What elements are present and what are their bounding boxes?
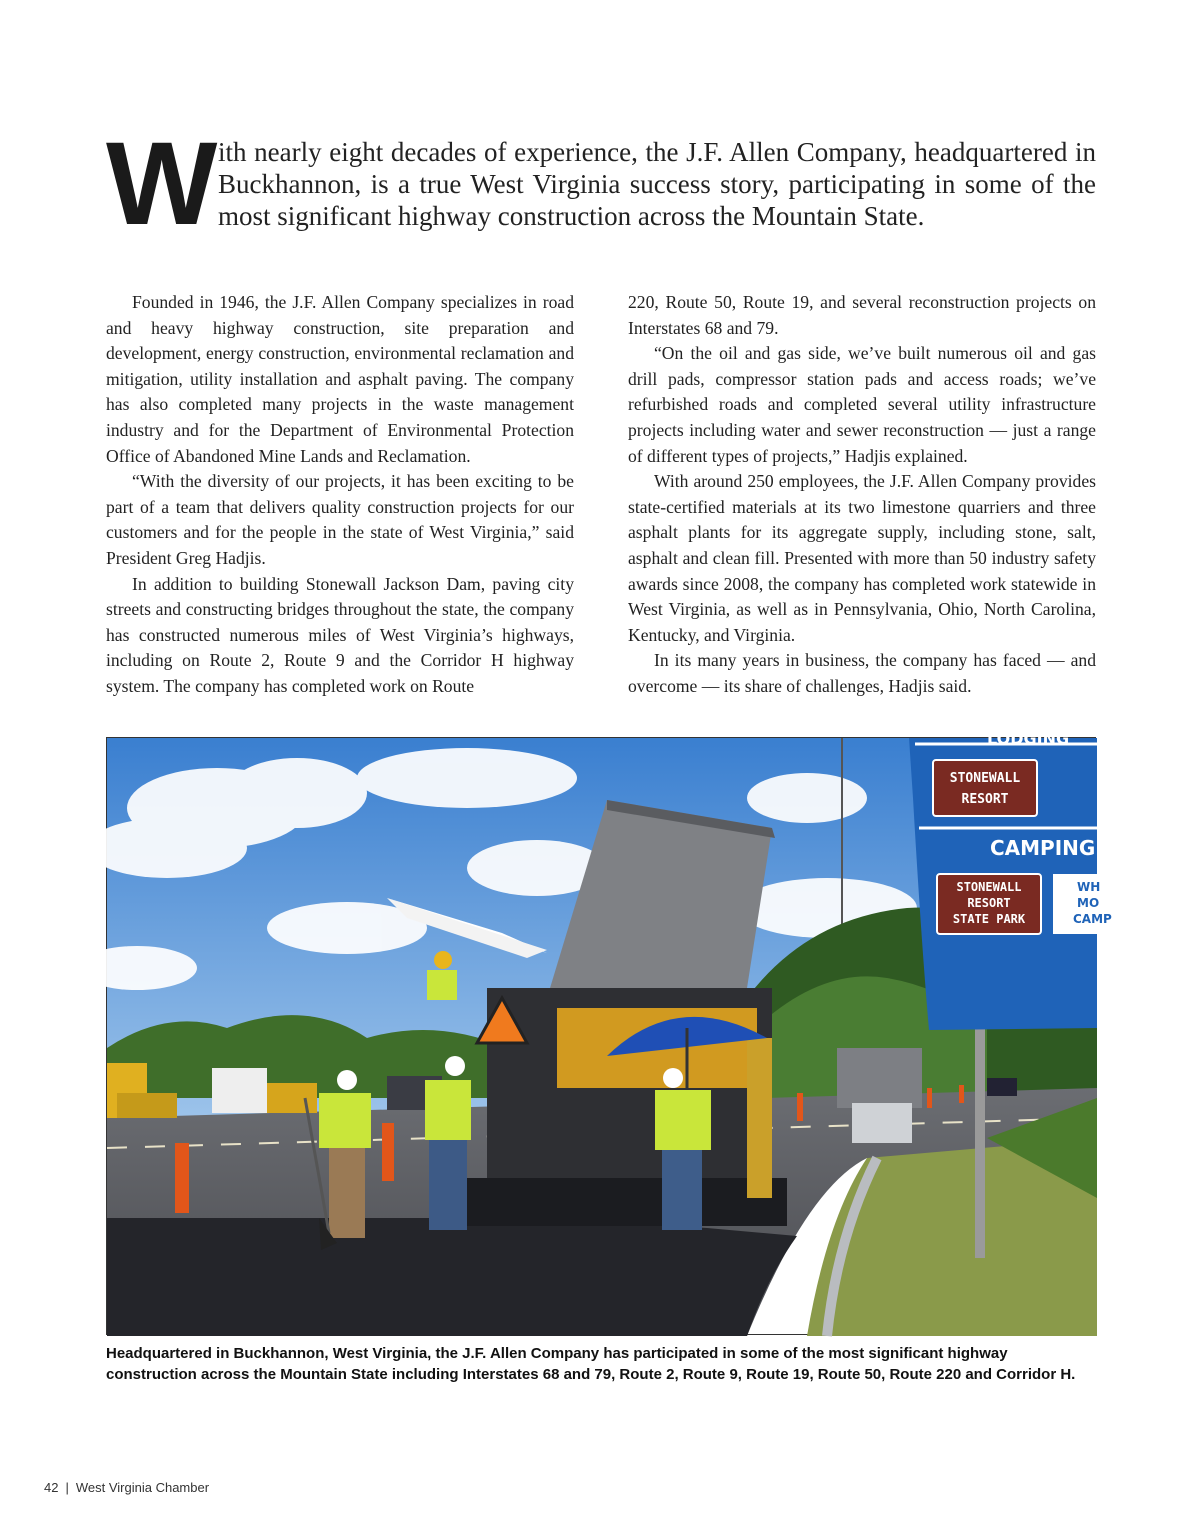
intro-paragraph	[106, 118, 1096, 250]
fresh-asphalt	[107, 1218, 797, 1336]
sign-park-line1: STONEWALL	[956, 880, 1022, 894]
body-paragraph: “On the oil and gas side, we’ve built numerous oil and gas drill pads, compressor station pads and access roads; we’ve refurbished roads and completed several utility infrastructure projects including water and sewer reconstruction — just a range of different types of projects,” Hadjis explained.	[628, 343, 1096, 466]
body-paragraph: With around 250 employees, the J.F. Allen Company provides state-certified materials at its two limestone quarriers and three asphalt plants for its aggregate supply, including stone, salt, asphalt and clean fill. Presented with more than 50 industry safety awards since 2008, the company has completed work statewide in West Virginia, as well as in Pennsylvania, Ohio, North Carolina, Kentucky, and Virginia.	[628, 471, 1096, 645]
page-footer	[44, 1480, 209, 1495]
sign-camping-text: CAMPING	[990, 836, 1096, 860]
right-column	[628, 290, 1096, 700]
body-paragraph: In addition to building Stonewall Jackson Dam, paving city streets and constructing bridges throughout the state, the company has constructed numerous miles of West Virginia’s highways, including on Route 2, Route 9 and the Corridor H highway system. The company has completed work on Route	[106, 573, 574, 696]
sign-park-line3: STATE PARK	[952, 912, 1026, 926]
page-number: 42	[44, 1480, 59, 1495]
sign-lodging-text: LODGING	[987, 729, 1070, 748]
body-paragraph-continued: 220, Route 50, Route 19, and several reconstruction projects on Interstates 68 and 79.	[628, 292, 1096, 338]
paving-crew-photo	[106, 729, 1112, 1335]
publication-name: West Virginia Chamber	[75, 1480, 210, 1495]
photo-caption: Headquartered in Buckhannon, West Virginia, the J.F. Allen Company has participated in some of the most significant highway construction across the Mountain State including Interstates 68 and 79, Route 2, Route 9, Route 19, Route 50, Route 220 and Corridor H.	[106, 1345, 1076, 1383]
left-column	[106, 290, 574, 700]
sign-park-line2: RESORT	[967, 896, 1011, 910]
sign-side-line1: WH	[1077, 880, 1101, 894]
highway-sign	[909, 729, 1112, 1030]
sign-resort-line2: RESORT	[961, 792, 1009, 807]
body-paragraph: “With the diversity of our projects, it has been exciting to be part of a team that delivers quality construction projects for our customers and for the people in the state of West Virginia,” said President Greg Hadjis.	[106, 471, 574, 568]
sign-side-line3: CAMP	[1073, 912, 1112, 926]
article-body	[106, 290, 1096, 700]
intro-text: ith nearly eight decades of experience, the J.F. Allen Company, headquartered in Buckhannon, is a true West Virginia success story, participating in some of the most significant highway construction across the Mountain State.	[218, 137, 1096, 231]
footer-separator: |	[65, 1480, 69, 1495]
body-paragraph: Founded in 1946, the J.F. Allen Company specializes in road and heavy highway construction, site preparation and development, energy construction, environmental reclamation and mitigation, utility installation and asphalt paving. The company has also completed many projects in the waste management industry and for the Department of Environmental Protection Office of Abandoned Mine Lands and Reclamation.	[106, 292, 574, 466]
body-paragraph: In its many years in business, the company has faced — and overcome — its share of challenges, Hadjis said.	[628, 650, 1096, 696]
drop-cap: W	[106, 118, 214, 250]
sign-side-line2: MO	[1077, 896, 1100, 910]
sign-resort-line1: STONEWALL	[949, 771, 1021, 786]
